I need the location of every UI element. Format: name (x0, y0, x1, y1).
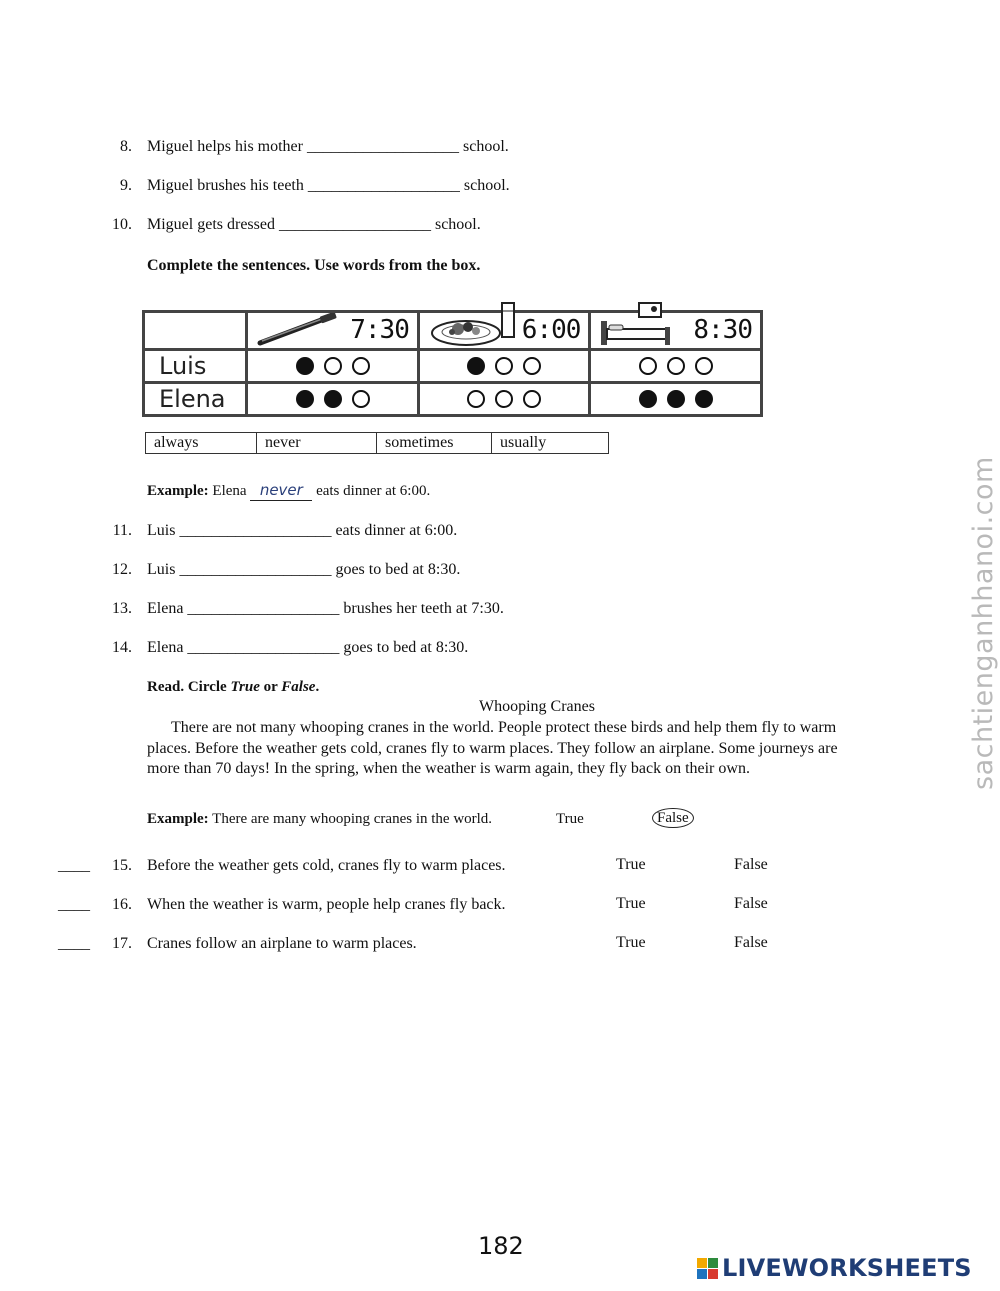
row-label: Luis (144, 350, 247, 383)
filled-dot (296, 357, 314, 375)
example-answer: never (250, 480, 312, 501)
question-text: Miguel brushes his teeth ___________________ school. (147, 177, 510, 194)
dinner-plate-icon (428, 301, 518, 349)
filled-dot (324, 390, 342, 408)
instruction-circle-true-false (147, 677, 319, 697)
dot-cell (590, 383, 762, 416)
false-option[interactable]: False (734, 895, 768, 912)
empty-dot (495, 357, 513, 375)
row-label: Elena (144, 383, 247, 416)
passage-line: more than 70 days! In the spring, when the weather is warm again, they fly back on their own. (147, 760, 750, 777)
filled-dot (639, 390, 657, 408)
question-number: 12. (112, 561, 132, 578)
question-number: 11. (112, 522, 132, 539)
schedule-header-bedtime (590, 312, 762, 350)
liveworksheets-brand[interactable]: LIVEWORKSHEETS (722, 1254, 972, 1282)
time-label: 8:30 (693, 315, 752, 345)
answer-blank: ____ (58, 857, 90, 874)
passage-line: There are not many whooping cranes in the world. People protect these birds and help them fly to warm (171, 719, 837, 736)
filled-dot (667, 390, 685, 408)
passage-title: Whooping Cranes (479, 698, 595, 715)
filled-dot (296, 390, 314, 408)
example-frequency (147, 480, 430, 501)
schedule-row-elena (144, 383, 762, 416)
empty-dot (352, 357, 370, 375)
word-always: always (146, 433, 257, 454)
example-label: Example: (147, 811, 209, 827)
dot-cell (590, 350, 762, 383)
answer-blank: ____ (58, 935, 90, 952)
dot-cell (247, 350, 419, 383)
true-option[interactable]: True (616, 934, 646, 951)
instruction-or: or (259, 679, 282, 695)
example-label: Example: (147, 483, 209, 499)
empty-dot (352, 390, 370, 408)
empty-dot (324, 357, 342, 375)
toothbrush-icon (256, 313, 341, 347)
word-never: never (257, 433, 377, 454)
dot-cell (247, 383, 419, 416)
word-box (145, 432, 609, 454)
schedule-row-luis (144, 350, 762, 383)
empty-dot (523, 390, 541, 408)
answer-blank: ____ (58, 896, 90, 913)
word-sometimes: sometimes (377, 433, 492, 454)
question-text: Cranes follow an airplane to warm places. (147, 935, 417, 952)
false-option[interactable]: False (734, 934, 768, 951)
question-text: When the weather is warm, people help cranes fly back. (147, 896, 506, 913)
frequency-schedule-table (142, 310, 763, 417)
empty-dot (639, 357, 657, 375)
question-text: Miguel gets dressed ___________________ school. (147, 216, 481, 233)
question-text: Elena ___________________ brushes her teeth at 7:30. (147, 600, 504, 617)
empty-dot (467, 390, 485, 408)
question-number: 17. (112, 935, 132, 952)
dot-cell (418, 383, 590, 416)
empty-dot (695, 357, 713, 375)
dot-cell (418, 350, 590, 383)
question-number: 15. (112, 857, 132, 874)
liveworksheets-logo-icon (697, 1258, 719, 1280)
true-option[interactable]: True (616, 856, 646, 873)
bed-icon (599, 301, 679, 347)
true-option[interactable]: True (616, 895, 646, 912)
question-text: Luis ___________________ goes to bed at 8:30. (147, 561, 461, 578)
question-number: 14. (112, 639, 132, 656)
false-option[interactable]: False (734, 856, 768, 873)
question-number: 10. (112, 216, 132, 233)
time-label: 6:00 (521, 315, 581, 345)
example-rest: eats dinner at 6:00. (316, 483, 431, 499)
empty-dot (523, 357, 541, 375)
example-subject: Elena (212, 483, 247, 499)
empty-header-cell (144, 312, 247, 350)
example-false-circled: False (652, 808, 694, 828)
filled-dot (467, 357, 485, 375)
instruction-end: . (315, 679, 320, 695)
filled-dot (695, 390, 713, 408)
schedule-header-brush-teeth (247, 312, 419, 350)
page-number: 182 (478, 1232, 524, 1260)
question-text: Luis ___________________ eats dinner at 6:00. (147, 522, 458, 539)
example-true-option: True (556, 811, 584, 827)
empty-dot (495, 390, 513, 408)
instruction-true: True (230, 679, 260, 695)
instruction-prefix: Read. Circle (147, 679, 231, 695)
question-number: 8. (120, 138, 132, 155)
question-text: Miguel helps his mother ___________________ school. (147, 138, 509, 155)
site-watermark: sachtienganhhanoi.com (968, 456, 999, 790)
word-usually: usually (492, 433, 609, 454)
question-number: 16. (112, 896, 132, 913)
question-text: Elena ___________________ goes to bed at 8:30. (147, 639, 469, 656)
example-statement: There are many whooping cranes in the world. (212, 811, 493, 827)
schedule-header-dinner (418, 312, 590, 350)
question-number: 9. (120, 177, 132, 194)
question-number: 13. (112, 600, 132, 617)
empty-dot (667, 357, 685, 375)
instruction-complete-sentences: Complete the sentences. Use words from the box. (147, 257, 481, 274)
instruction-false: False (281, 679, 316, 695)
example-true-false (147, 809, 492, 829)
passage-line: places. Before the weather gets cold, cranes fly to warm places. They follow an airplane. Some journeys are (147, 740, 838, 757)
time-label: 7:30 (350, 315, 409, 345)
question-text: Before the weather gets cold, cranes fly to warm places. (147, 857, 506, 874)
